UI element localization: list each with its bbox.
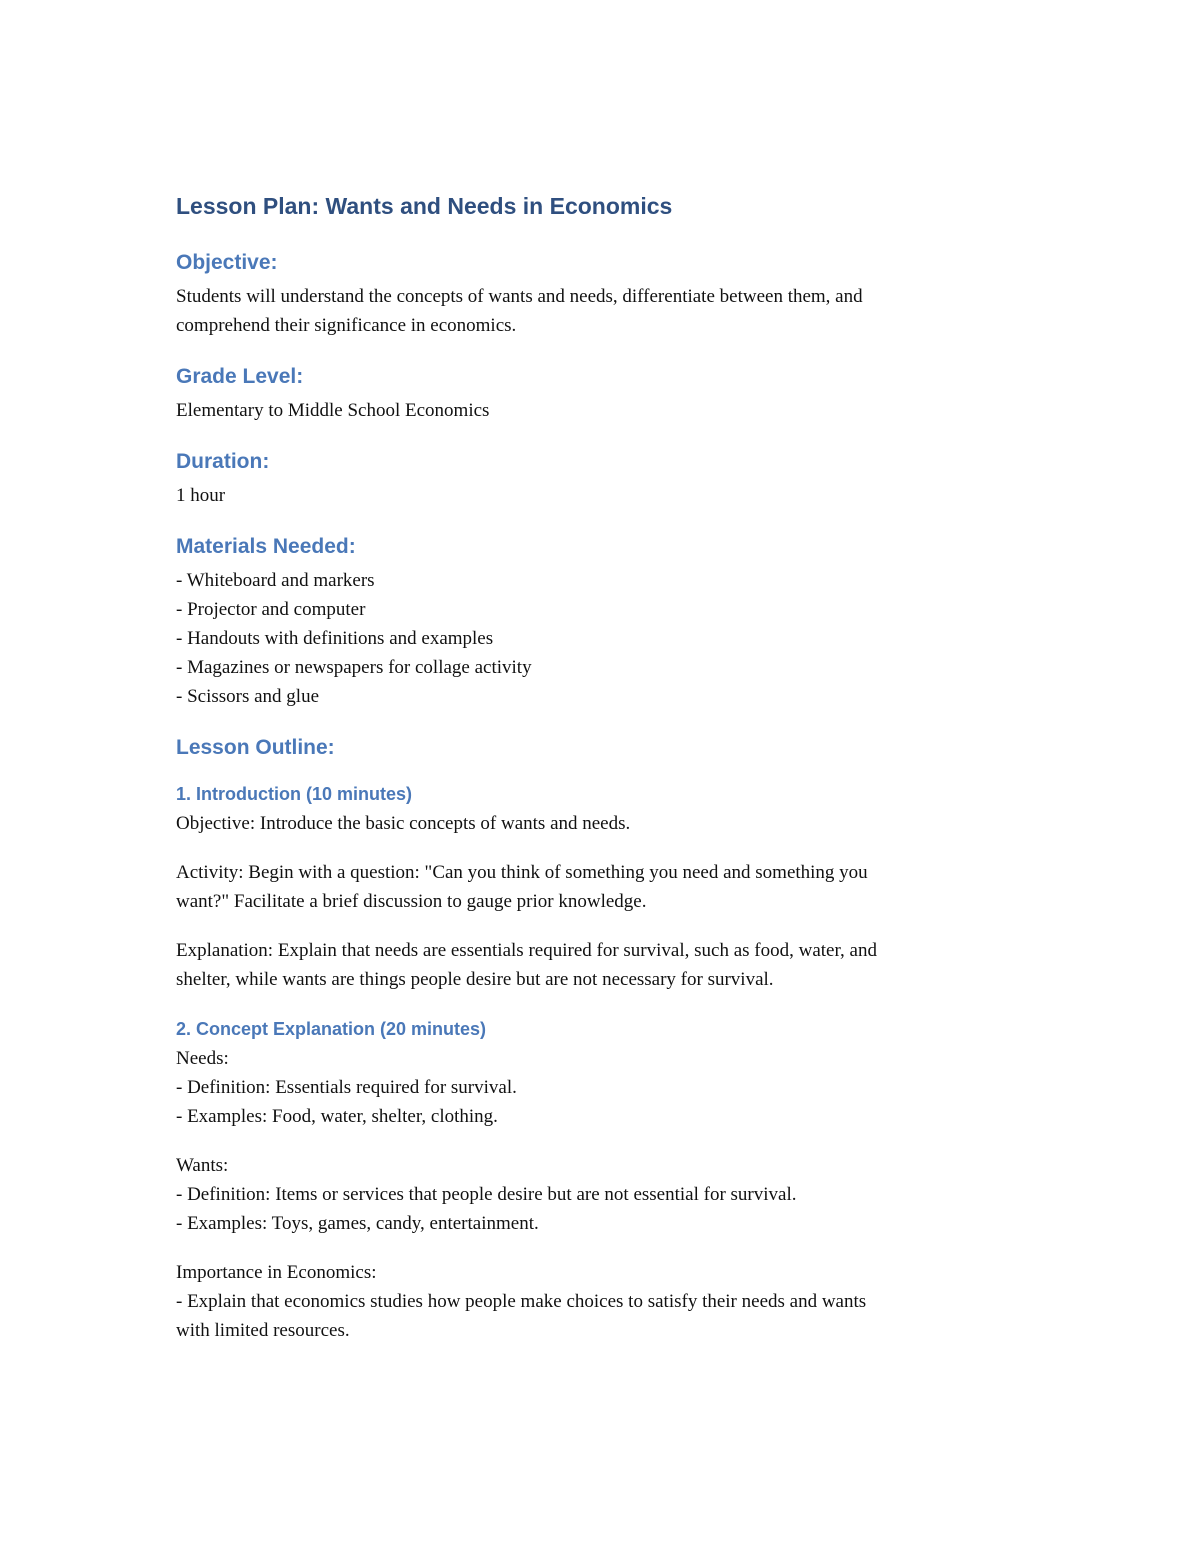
intro-explanation-line: Explanation: Explain that needs are essentials required for survival, such as food, water, and xyxy=(176,940,877,961)
intro-explanation xyxy=(176,936,1036,994)
needs-line: - Examples: Food, water, shelter, clothing. xyxy=(176,1106,498,1127)
concept-wants xyxy=(176,1151,1036,1238)
intro-explanation-line: shelter, while wants are things people desire but are not necessary for survival. xyxy=(176,969,774,990)
wants-line: Wants: xyxy=(176,1155,229,1176)
intro-activity-line: want?" Facilitate a brief discussion to gauge prior knowledge. xyxy=(176,891,647,912)
objective-line: Students will understand the concepts of wants and needs, differentiate between them, and xyxy=(176,286,863,307)
grade-text: Elementary to Middle School Economics xyxy=(176,400,490,421)
intro-activity-line: Activity: Begin with a question: "Can you think of something you need and something you xyxy=(176,862,868,883)
concept-heading: 2. Concept Explanation (20 minutes) xyxy=(176,1019,487,1039)
needs-line: - Definition: Essentials required for survival. xyxy=(176,1077,517,1098)
duration-text: 1 hour xyxy=(176,485,226,506)
objective-text xyxy=(176,282,1036,340)
document-title: Lesson Plan: Wants and Needs in Economics xyxy=(176,193,673,219)
materials-item: - Magazines or newspapers for collage activity xyxy=(176,657,532,678)
concept-needs xyxy=(176,1044,1036,1131)
grade-section xyxy=(176,362,1036,425)
materials-section xyxy=(176,532,1036,711)
concept-section xyxy=(176,1016,1036,1345)
importance-line: - Explain that economics studies how people make choices to satisfy their needs and wants xyxy=(176,1291,867,1312)
intro-heading: 1. Introduction (10 minutes) xyxy=(176,784,413,804)
materials-list xyxy=(176,566,1036,711)
materials-item: - Scissors and glue xyxy=(176,686,320,707)
importance-line: with limited resources. xyxy=(176,1320,350,1341)
materials-item: - Handouts with definitions and examples xyxy=(176,628,494,649)
objective-heading: Objective: xyxy=(176,251,278,274)
wants-line: - Examples: Toys, games, candy, entertainment. xyxy=(176,1213,539,1234)
objective-line: comprehend their significance in economics. xyxy=(176,315,517,336)
duration-section xyxy=(176,447,1036,510)
document-page xyxy=(176,190,1036,1345)
materials-heading: Materials Needed: xyxy=(176,535,356,558)
intro-section xyxy=(176,781,1036,994)
wants-line: - Definition: Items or services that people desire but are not essential for survival. xyxy=(176,1184,797,1205)
materials-item: - Projector and computer xyxy=(176,599,366,620)
duration-heading: Duration: xyxy=(176,450,270,473)
intro-objective: Objective: Introduce the basic concepts of wants and needs. xyxy=(176,813,631,834)
intro-activity xyxy=(176,858,1036,916)
outline-heading: Lesson Outline: xyxy=(176,736,335,759)
objective-section xyxy=(176,248,1036,340)
outline-section xyxy=(176,733,1036,1345)
concept-importance xyxy=(176,1258,1036,1345)
needs-line: Needs: xyxy=(176,1048,229,1069)
grade-heading: Grade Level: xyxy=(176,365,304,388)
materials-item: - Whiteboard and markers xyxy=(176,570,375,591)
importance-line: Importance in Economics: xyxy=(176,1262,377,1283)
